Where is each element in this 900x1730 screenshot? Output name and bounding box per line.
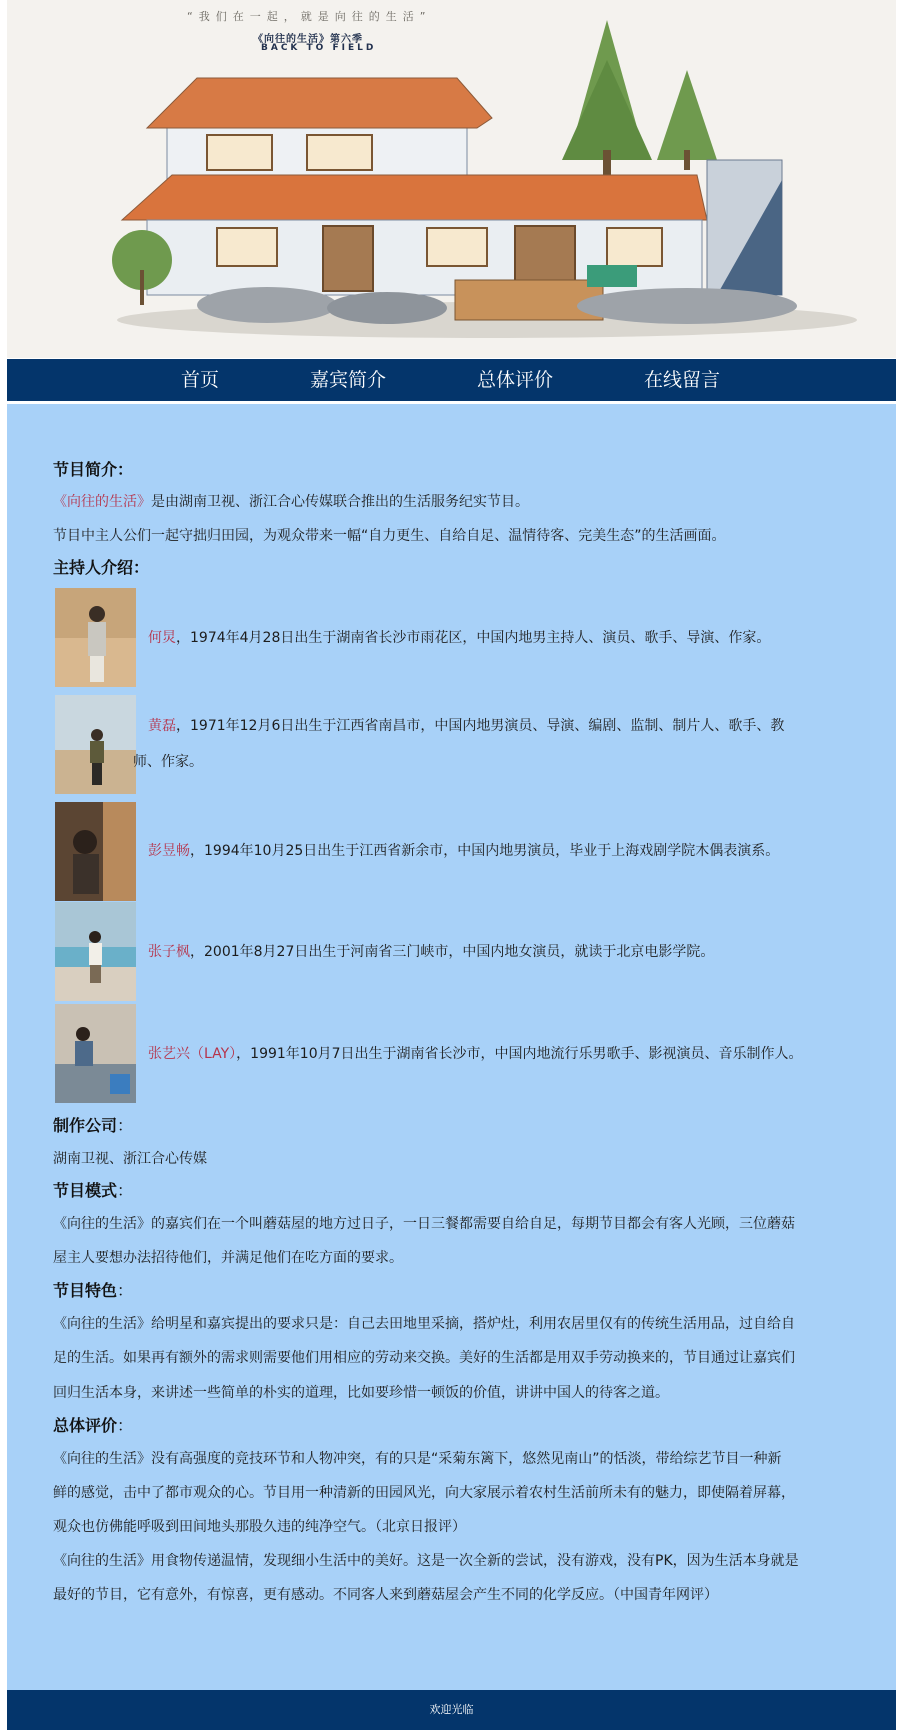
header-banner [7, 0, 896, 358]
host-name: 何炅 [148, 630, 176, 646]
main-content [7, 404, 896, 1690]
mode-line-2: 屋主人要想办法招待他们，并满足他们在吃方面的要求。 [53, 1250, 403, 1266]
house-illustration [7, 0, 896, 358]
review-heading-text: 总体评价 [53, 1416, 118, 1435]
nav-item-home[interactable]: 首页 [181, 369, 220, 391]
intro-line-1 [53, 492, 529, 512]
nav-item-message[interactable]: 在线留言 [644, 369, 721, 391]
host-zhangzifeng [148, 942, 714, 962]
host-photo-hejiong [55, 588, 136, 687]
banner-show-subtitle: BACK TO FIELD [261, 43, 377, 53]
intro-heading: 节目简介： [53, 460, 134, 479]
host-zhangyixing [148, 1044, 803, 1064]
host-huanglei-wrap: 师、作家。 [133, 754, 203, 770]
hosts-heading: 主持人介绍： [53, 558, 150, 577]
company-text: 湖南卫视、浙江合心传媒 [53, 1151, 207, 1167]
banner-show-title: 《向往的生活》第六季 [253, 34, 363, 45]
host-photo-huanglei [55, 695, 136, 794]
review-colon: ： [117, 1416, 134, 1435]
host-photo-zhangzifeng [55, 902, 136, 1001]
host-desc: ，1994年10月25日出生于江西省新余市，中国内地男演员，毕业于上海戏剧学院木偶表演系。 [190, 843, 780, 859]
host-desc: ，1991年10月7日出生于湖南省长沙市，中国内地流行乐男歌手、影视演员、音乐制作人。 [236, 1046, 803, 1062]
company-heading [53, 1115, 133, 1137]
footer-text: 欢迎光临 [429, 1703, 474, 1716]
mode-heading-text: 节目模式 [53, 1181, 118, 1200]
host-hejiong [148, 628, 770, 648]
host-huanglei [148, 716, 784, 736]
features-line-3: 回归生活本身，来讲述一些简单的朴实的道理，比如要珍惜一顿饭的价值，讲讲中国人的待客之道。 [53, 1385, 669, 1401]
host-name: 张艺兴（LAY） [148, 1046, 237, 1062]
host-desc: ，2001年8月27日出生于河南省三门峡市，中国内地女演员，就读于北京电影学院。 [190, 944, 715, 960]
host-desc: ，1971年12月6日出生于江西省南昌市，中国内地男演员、导演、编剧、监制、制片人、歌手、教 [176, 718, 785, 734]
banner-tagline: “我们在一起，就是向往的生活” [187, 10, 432, 23]
footer [7, 1690, 896, 1730]
review-line-3: 观众也仿佛能呼吸到田间地头那股久违的纯净空气。（北京日报评） [53, 1519, 466, 1535]
review-heading [53, 1415, 133, 1437]
intro-line-1-text: 是由湖南卫视、浙江合心传媒联合推出的生活服务纪实节目。 [151, 494, 529, 510]
features-line-2: 足的生活。如果再有额外的需求则需要他们用相应的劳动来交换。美好的生活都是用双手劳动换来的，节目通过让嘉宾们 [53, 1350, 795, 1366]
host-desc: ，1974年4月28日出生于湖南省长沙市雨花区，中国内地男主持人、演员、歌手、导演、作家。 [176, 630, 771, 646]
mode-colon: ： [117, 1181, 134, 1200]
mode-line-1: 《向往的生活》的嘉宾们在一个叫蘑菇屋的地方过日子，一日三餐都需要自给自足，每期节目都会有客人光顾，三位蘑菇 [53, 1216, 795, 1232]
show-name-link: 《向往的生活》 [53, 494, 151, 510]
review-line-4: 《向往的生活》用食物传递温情，发现细小生活中的美好。这是一次全新的尝试，没有游戏，没有PK，因为生活本身就是 [53, 1553, 799, 1569]
nav-item-guests[interactable]: 嘉宾简介 [310, 369, 387, 391]
host-photo-pengyuchang [55, 802, 136, 901]
nav-item-review[interactable]: 总体评价 [477, 369, 554, 391]
review-line-1: 《向往的生活》没有高强度的竞技环节和人物冲突，有的只是“采菊东篱下，悠然见南山”的恬淡，带给综艺节目一种新 [53, 1451, 782, 1467]
main-nav [7, 359, 896, 401]
host-name: 黄磊 [148, 718, 176, 734]
host-photo-zhangyixing [55, 1004, 136, 1103]
host-pengyuchang [148, 841, 779, 861]
host-name: 张子枫 [148, 944, 190, 960]
intro-line-2: 节目中主人公们一起守拙归田园，为观众带来一幅“自力更生、自给自足、温情待客、完美生态”的生活画面。 [53, 528, 726, 544]
host-name: 彭昱畅 [148, 843, 190, 859]
features-line-1: 《向往的生活》给明星和嘉宾提出的要求只是：自己去田地里采摘，搭炉灶，利用农居里仅有的传统生活用品，过自给自 [53, 1316, 795, 1332]
features-colon: ： [117, 1281, 134, 1300]
company-heading-text: 制作公司 [53, 1116, 118, 1135]
review-line-2: 鲜的感觉，击中了都市观众的心。节目用一种清新的田园风光，向大家展示着农村生活前所未有的魅力，即使隔着屏幕， [53, 1485, 795, 1501]
features-heading-text: 节目特色 [53, 1281, 118, 1300]
company-colon: ： [117, 1116, 134, 1135]
mode-heading [53, 1180, 133, 1202]
review-line-5: 最好的节目，它有意外，有惊喜，更有感动。不同客人来到蘑菇屋会产生不同的化学反应。（中国青年网评） [53, 1587, 718, 1603]
features-heading [53, 1280, 133, 1302]
